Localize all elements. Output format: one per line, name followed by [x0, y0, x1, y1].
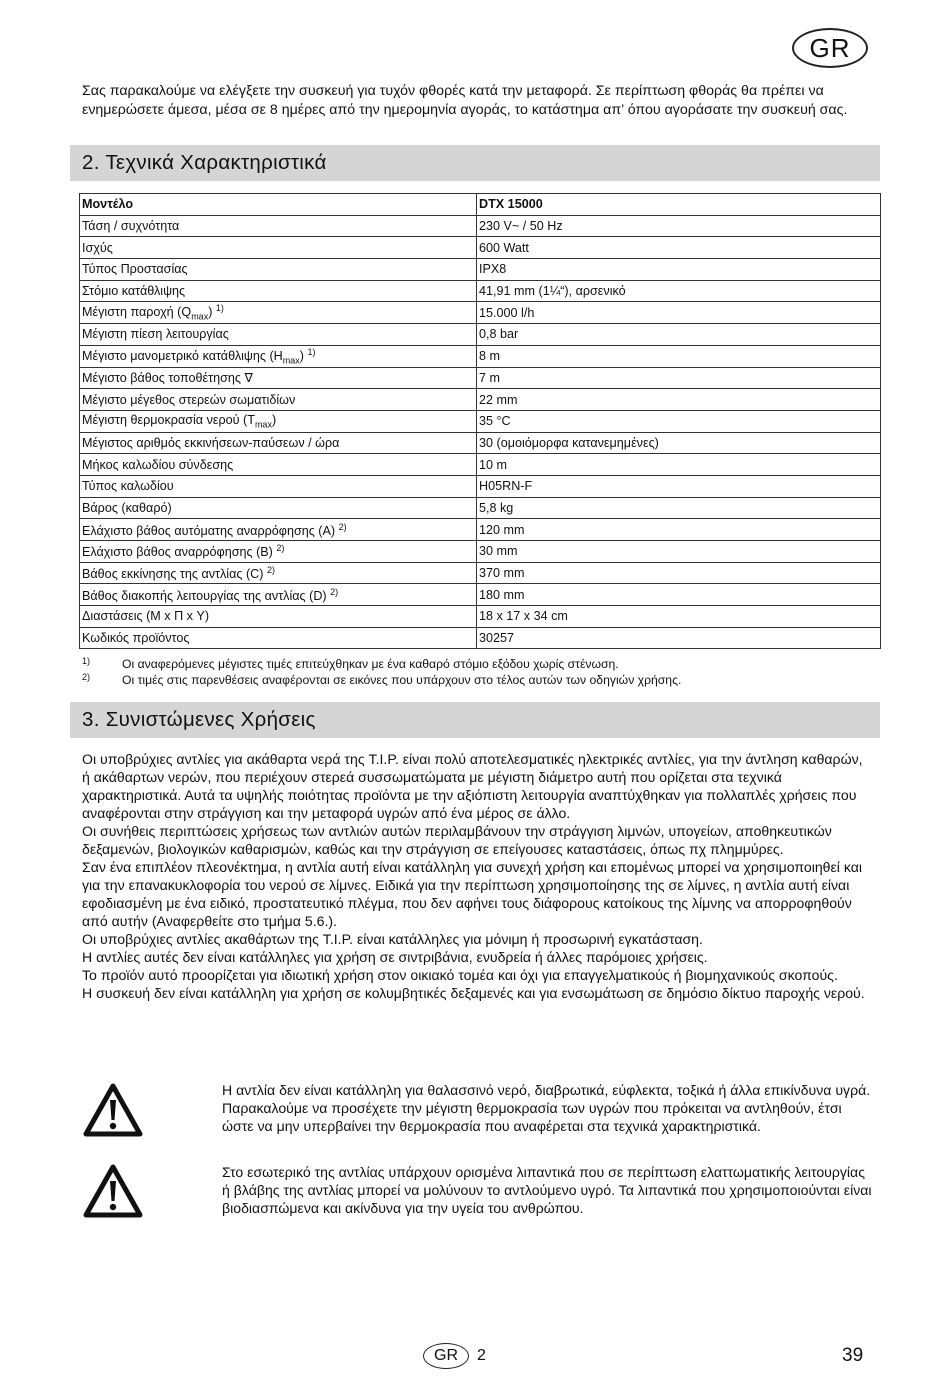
spec-label: Βάθος εκκίνησης της αντλίας (C) $^{2)}$: [80, 562, 477, 584]
section-3-title: 3. Συνιστώμενες Χρήσεις: [82, 708, 316, 731]
spec-label: Μέγιστη θερμοκρασία νερού $(T_{max})$: [80, 410, 477, 432]
paragraph: Οι συνήθεις περιπτώσεις χρήσεως των αντλιών αυτών περιλαμβάνουν την στράγγιση λιμνών, υπογείων, αποθηκευτικών δεξαμενών, βιολογικών καθαρισμών, καθώς και την στράγγιση σε επείγουσες καταστάσεις, όπως πχ πλημμύρες.: [82, 823, 832, 857]
paragraph: Σαν ένα επιπλέον πλεονέκτημα, η αντλία αυτή είναι κατάλληλη για συνεχή χρήση και επομένως μπορεί να χρησιμοποιηθεί και για την επανακυκλοφορία του νερού σε λίμνες. Ειδικά για την περίπτωση χρησιμοποίησης της σε λίμνες, η αντλία αυτή είναι εφοδιασμένη με ένα ειδικό, προστατευτικό πλέγμα, που δεν αφήνει τους διάφορους κατοίκους της λίμνης να απορροφηθούν από αυτήν (Αναφερθείτε στο τμήμα 5.6.).: [82, 859, 862, 929]
spec-value: 230 V~ / 50 Hz: [477, 215, 881, 237]
spec-value: 22 mm: [477, 389, 881, 411]
language-badge: GR: [792, 28, 868, 68]
spec-label: Ελάχιστο βάθος αναρρόφησης (B) $^{2)}$: [80, 541, 477, 563]
spec-value: 0,8 bar: [477, 324, 881, 346]
spec-row: [80, 345, 881, 367]
spec-value: 10 m: [477, 454, 881, 476]
spec-value: 30 mm: [477, 541, 881, 563]
spec-label: Βάρος (καθαρό): [80, 497, 477, 519]
spec-value: 7 m: [477, 367, 881, 389]
spec-row: [80, 259, 881, 281]
spec-row: [80, 475, 881, 497]
spec-row: [80, 584, 881, 606]
spec-label: Μέγιστος αριθμός εκκινήσεων-παύσεων / ώρα: [80, 432, 477, 454]
spec-label: Τύπος Προστασίας: [80, 259, 477, 281]
paragraph: Η αντλίες αυτές δεν είναι κατάλληλες για χρήση σε σιντριβάνια, ενυδρεία ή άλλες παρόμοιες χρήσεις.: [82, 949, 708, 965]
spec-row: [80, 389, 881, 411]
spec-row: [80, 627, 881, 649]
warning-text: Στο εσωτερικό της αντλίας υπάρχουν ορισμένα λιπαντικά που σε περίπτωση ελαττωματικής λειτουργίας ή βλάβης της αντλίας μπορεί να μολύνουν το αντλούμενο υγρό. Τα λιπαντικά που χρησιμοποιούνται είναι βιοδιασπώμενα και ακίνδυνα για την υγεία του ανθρώπου.: [222, 1164, 872, 1216]
spec-value: 30257: [477, 627, 881, 649]
spec-row: [80, 497, 881, 519]
spec-value: 18 x 17 x 34 cm: [477, 606, 881, 628]
spec-value: 15.000 l/h: [477, 302, 881, 324]
spec-value: 30 (ομοιόμορφα κατανεμημένες): [477, 432, 881, 454]
spec-label: Κωδικός προϊόντος: [80, 627, 477, 649]
spec-header-label: Μοντέλο: [80, 194, 477, 216]
intro-paragraph: Σας παρακαλούμε να ελέγξετε την συσκευή για τυχόν φθορές κατά την μεταφορά. Σε περίπτωση φθοράς θα πρέπει να ενημερώσετε άμεσα, μέσα σε 8 ημέρες από την ημερομηνία αγοράς, το κατάστημα απ’ όπου αγοράσατε την συσκευή σας.: [82, 83, 848, 118]
section-3-header: [70, 702, 880, 738]
spec-row: [80, 237, 881, 259]
paragraph: Οι υποβρύχιες αντλίες ακαθάρτων της T.I.P. είναι κατάλληλες για μόνιμη ή προσωρινή εγκατάσταση.: [82, 931, 703, 947]
spec-value: 5,8 kg: [477, 497, 881, 519]
spec-row: [80, 541, 881, 563]
section-2-header: [70, 145, 880, 181]
spec-value: 8 m: [477, 345, 881, 367]
spec-label: Μέγιστο μανομετρικό κατάθλιψης $(H_{max})$ $^{1)}$: [80, 345, 477, 367]
spec-label: Τάση / συχνότητα: [80, 215, 477, 237]
spec-row: [80, 280, 881, 302]
spec-label: Ισχύς: [80, 237, 477, 259]
spec-value: 120 mm: [477, 519, 881, 541]
spec-value: H05RN-F: [477, 475, 881, 497]
footer-language-badge: GR: [423, 1343, 469, 1369]
footnote-text: Οι αναφερόμενες μέγιστες τιμές επιτεύχθηκαν με ένα καθαρό στόμιο εξόδου χωρίς στένωση.: [122, 657, 619, 671]
warning-triangle-icon: [82, 1082, 144, 1138]
spec-row: [80, 562, 881, 584]
spec-value: 35 °C: [477, 410, 881, 432]
spec-row: [80, 519, 881, 541]
spec-value: 41,91 mm (1¼“), αρσενικό: [477, 280, 881, 302]
footnote-text: Οι τιμές στις παρενθέσεις αναφέρονται σε εικόνες που υπάρχουν στο τέλος αυτών των οδηγιών χρήσης.: [122, 672, 682, 687]
spec-row: [80, 367, 881, 389]
footer-sub-page: 2: [477, 1347, 486, 1364]
spec-label: Διαστάσεις (Μ x Π x Υ): [80, 606, 477, 628]
spec-row: [80, 454, 881, 476]
spec-table: [79, 193, 881, 649]
spec-header-model: DTX 15000: [477, 194, 881, 216]
warning-text: Η αντλία δεν είναι κατάλληλη για θαλασσινό νερό, διαβρωτικά, εύφλεκτα, τοξικά ή άλλα επικίνδυνα υγρά. Παρακαλούμε να προσέχετε την μέγιστη θερμοκρασία των υγρών που πρόκειται να αντληθούν, έτσι ώστε να μην υπερβαίνει την θερμοκρασία που αναφέρεται στα τεχνικά χαρακτηριστικά.: [222, 1082, 871, 1134]
footnote: [82, 657, 872, 673]
spec-label: Μέγιστο βάθος τοποθέτησης ∇: [80, 367, 477, 389]
spec-row: [80, 432, 881, 454]
spec-label: Στόμιο κατάθλιψης: [80, 280, 477, 302]
spec-value: IPX8: [477, 259, 881, 281]
spec-value: 600 Watt: [477, 237, 881, 259]
paragraph: Οι υποβρύχιες αντλίες για ακάθαρτα νερά της T.I.P. είναι πολύ αποτελεσματικές ηλεκτρικές αντλίες, για την άντληση καθαρών, ή ακάθαρτων νερών, που περιέχουν στερεά συσσωματώματα με μέγιστη διάμετρο αυτή που ορίζεται στα τεχνικά χαρακτηριστικά. Αυτά τα υψηλής ποιότητας προϊόντα με την αξιόπιστη λειτουργία αναπτύχθηκαν για πολλαπλές χρήσεις που αναφέρονται στην στράγγιση και την μεταφορά υγρών από ένα μέρος σε άλλο.: [82, 751, 863, 821]
footnotes: [82, 657, 872, 688]
spec-label: Ελάχιστο βάθος αυτόματης αναρρόφησης (A) $^{2)}$: [80, 519, 477, 541]
spec-label: Μέγιστη παροχή $(Q_{max})$ $^{1)}$: [80, 302, 477, 324]
page-number: 39: [842, 1345, 864, 1366]
spec-value: 370 mm: [477, 562, 881, 584]
spec-value: 180 mm: [477, 584, 881, 606]
section-2-title: 2. Τεχνικά Χαρακτηριστικά: [82, 151, 327, 174]
spec-label: Μήκος καλωδίου σύνδεσης: [80, 454, 477, 476]
footnote-number: 1): [82, 656, 91, 666]
spec-label: Μέγιστη πίεση λειτουργίας: [80, 324, 477, 346]
spec-table-header-row: [80, 194, 881, 216]
spec-row: [80, 410, 881, 432]
spec-row: [80, 215, 881, 237]
section-3-body: [82, 750, 872, 1002]
footnote: [82, 673, 872, 689]
warning-triangle-icon: [82, 1163, 144, 1219]
spec-label: Βάθος διακοπής λειτουργίας της αντλίας (D) $^{2)}$: [80, 584, 477, 606]
spec-label: Μέγιστο μέγεθος στερεών σωματιδίων: [80, 389, 477, 411]
spec-row: [80, 302, 881, 324]
spec-label: Τύπος καλωδίου: [80, 475, 477, 497]
paragraph: Η συσκευή δεν είναι κατάλληλη για χρήση σε κολυμβητικές δεξαμενές και για ενσωμάτωση σε δημόσιο δίκτυο παροχής νερού.: [82, 985, 865, 1001]
spec-row: [80, 324, 881, 346]
spec-row: [80, 606, 881, 628]
footnote-number: 2): [82, 671, 91, 682]
paragraph: Το προϊόν αυτό προορίζεται για ιδιωτική χρήση στον οικιακό τομέα και όχι για επαγγελματικούς ή βιομηχανικούς σκοπούς.: [82, 967, 838, 983]
